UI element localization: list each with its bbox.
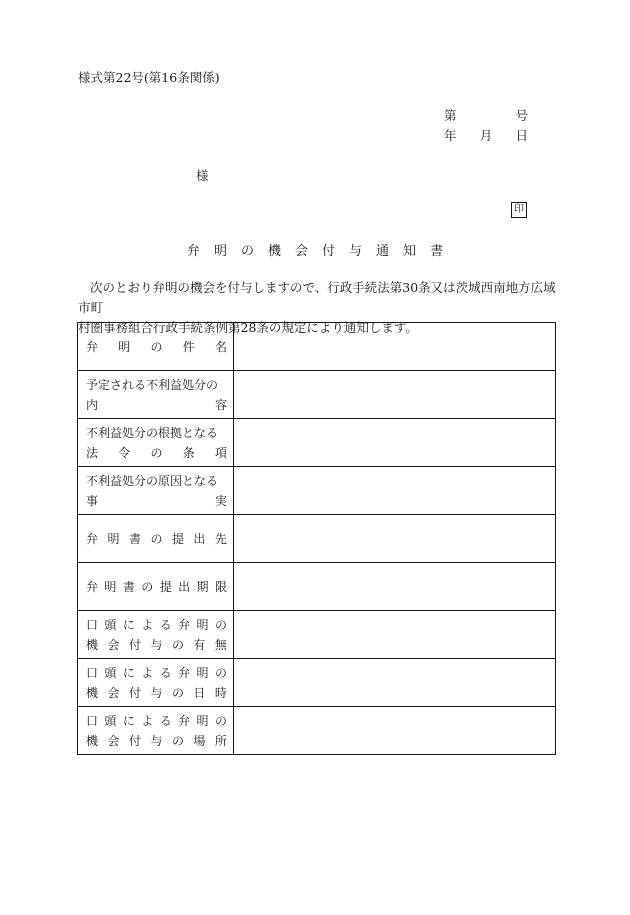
row-label <box>78 563 234 611</box>
label-char: 書 <box>122 579 135 594</box>
row-label <box>78 467 234 515</box>
table-row <box>78 611 556 659</box>
row-label-line <box>86 731 227 751</box>
row-label-line <box>86 375 227 395</box>
label-char: よ <box>141 617 154 632</box>
row-value-cell[interactable] <box>234 419 556 467</box>
label-char: の <box>214 665 227 680</box>
label-char: 明 <box>118 339 131 354</box>
label-char: 所 <box>214 733 227 748</box>
label-char: 口 <box>86 617 99 632</box>
title-char: 知 <box>403 244 417 259</box>
label-char: 実 <box>214 493 227 508</box>
title-char: 付 <box>322 244 336 259</box>
row-label <box>78 707 234 755</box>
row-label-line <box>86 491 227 511</box>
label-char: の <box>214 617 227 632</box>
label-char: よ <box>141 713 154 728</box>
label-char: 不利益処分の根拠となる <box>86 425 219 440</box>
document-number <box>444 106 528 124</box>
date-year: 年 <box>444 128 457 143</box>
label-char: 令 <box>118 445 131 460</box>
addressee-suffix: 様 <box>196 168 209 183</box>
label-char: 明 <box>196 665 209 680</box>
table-row <box>78 659 556 707</box>
row-label-line <box>86 683 227 703</box>
date-day: 日 <box>515 128 528 143</box>
row-label <box>78 323 234 371</box>
label-char: 有 <box>193 637 206 652</box>
row-value-cell[interactable] <box>234 515 556 563</box>
label-char: 不利益処分の原因となる <box>86 473 219 488</box>
notice-body-line-1: 次のとおり弁明の機会を付与しますので、行政手続法第30条又は茨城西南地方広域市町 <box>78 280 556 315</box>
label-char: 明 <box>107 531 120 546</box>
table-row <box>78 563 556 611</box>
table-row <box>78 707 556 755</box>
title-char: 明 <box>213 244 227 259</box>
label-char: の <box>214 713 227 728</box>
row-label-line <box>86 443 227 463</box>
notice-body-line-2: 村圏事務組合行政手続条例第28条の規定により通知します。 <box>78 320 418 335</box>
label-char: 法 <box>86 445 99 460</box>
notice-table <box>77 322 556 755</box>
label-char: 明 <box>104 579 117 594</box>
row-label-line <box>86 395 227 415</box>
date-month: 月 <box>479 128 493 143</box>
label-char: る <box>159 713 172 728</box>
label-char: 頭 <box>104 713 117 728</box>
label-char: 弁 <box>178 617 191 632</box>
row-value-cell[interactable] <box>234 659 556 707</box>
title-char: 与 <box>349 244 363 259</box>
label-char: 与 <box>150 685 163 700</box>
label-char: る <box>159 665 172 680</box>
row-label-line <box>86 423 227 443</box>
label-char: の <box>150 339 163 354</box>
row-label-line <box>86 529 227 549</box>
label-char: 弁 <box>86 579 99 594</box>
table-row <box>78 323 556 371</box>
label-char: 機 <box>86 637 99 652</box>
doc-no-suffix: 号 <box>515 108 528 123</box>
document-date <box>444 126 528 144</box>
row-value-cell[interactable] <box>234 563 556 611</box>
title-char: 書 <box>430 244 444 259</box>
label-char: 付 <box>128 637 141 652</box>
label-char: 与 <box>150 637 163 652</box>
title-char: 通 <box>376 244 390 259</box>
row-value-cell[interactable] <box>234 323 556 371</box>
label-char: 口 <box>86 713 99 728</box>
label-char: の <box>141 579 154 594</box>
doc-no-prefix: 第 <box>444 108 457 123</box>
label-char: 項 <box>214 445 227 460</box>
row-label <box>78 515 234 563</box>
row-label <box>78 419 234 467</box>
row-label <box>78 659 234 707</box>
label-char: よ <box>141 665 154 680</box>
label-char: 出 <box>193 531 206 546</box>
label-char: 条 <box>182 445 195 460</box>
label-char: 件 <box>182 339 195 354</box>
label-char: 出 <box>178 579 191 594</box>
label-char: 弁 <box>178 665 191 680</box>
row-label <box>78 371 234 419</box>
label-char: 提 <box>159 579 172 594</box>
label-char: の <box>150 531 163 546</box>
row-value-cell[interactable] <box>234 467 556 515</box>
label-char: 会 <box>107 637 120 652</box>
label-char: 先 <box>214 531 227 546</box>
seal-mark: 印 <box>511 202 527 218</box>
table-row <box>78 515 556 563</box>
label-char: 明 <box>196 617 209 632</box>
label-char: の <box>171 733 184 748</box>
label-char: 場 <box>193 733 206 748</box>
row-label-line <box>86 337 227 357</box>
label-char: 予定される不利益処分の <box>86 377 219 392</box>
document-title <box>0 240 630 259</box>
label-char: に <box>122 665 135 680</box>
label-char: 限 <box>214 579 227 594</box>
label-char: に <box>122 617 135 632</box>
title-char: 会 <box>294 244 308 259</box>
label-char: に <box>122 713 135 728</box>
row-value-cell[interactable] <box>234 371 556 419</box>
label-char: の <box>171 637 184 652</box>
row-label-line <box>86 635 227 655</box>
title-char: 弁 <box>186 244 200 259</box>
table-row <box>78 419 556 467</box>
label-char: 内 <box>86 397 99 412</box>
row-label-line <box>86 711 227 731</box>
label-char: 会 <box>107 685 120 700</box>
row-value-cell[interactable] <box>234 707 556 755</box>
title-char: の <box>240 244 254 259</box>
row-label-line <box>86 471 227 491</box>
table-row <box>78 467 556 515</box>
label-char: 弁 <box>178 713 191 728</box>
label-char: 会 <box>107 733 120 748</box>
label-char: 機 <box>86 685 99 700</box>
label-char: 名 <box>214 339 227 354</box>
row-label-line <box>86 663 227 683</box>
label-char: 提 <box>171 531 184 546</box>
label-char: 口 <box>86 665 99 680</box>
label-char: 日 <box>193 685 206 700</box>
title-char: 機 <box>267 244 281 259</box>
row-label <box>78 611 234 659</box>
table-row <box>78 371 556 419</box>
label-char: 付 <box>128 685 141 700</box>
label-char: 明 <box>196 713 209 728</box>
label-char: 事 <box>86 493 99 508</box>
row-value-cell[interactable] <box>234 611 556 659</box>
label-char: 期 <box>196 579 209 594</box>
label-char: 機 <box>86 733 99 748</box>
label-char: 与 <box>150 733 163 748</box>
label-char: 頭 <box>104 665 117 680</box>
row-label-line <box>86 615 227 635</box>
row-label-line <box>86 577 227 597</box>
label-char: 弁 <box>86 531 99 546</box>
label-char: 弁 <box>86 339 99 354</box>
label-char: の <box>171 685 184 700</box>
form-number: 様式第22号(第16条関係) <box>78 70 220 85</box>
label-char: 容 <box>214 397 227 412</box>
label-char: 時 <box>214 685 227 700</box>
label-char: 付 <box>128 733 141 748</box>
label-char: る <box>159 617 172 632</box>
label-char: 頭 <box>104 617 117 632</box>
label-char: の <box>150 445 163 460</box>
label-char: 無 <box>214 637 227 652</box>
label-char: 書 <box>128 531 141 546</box>
